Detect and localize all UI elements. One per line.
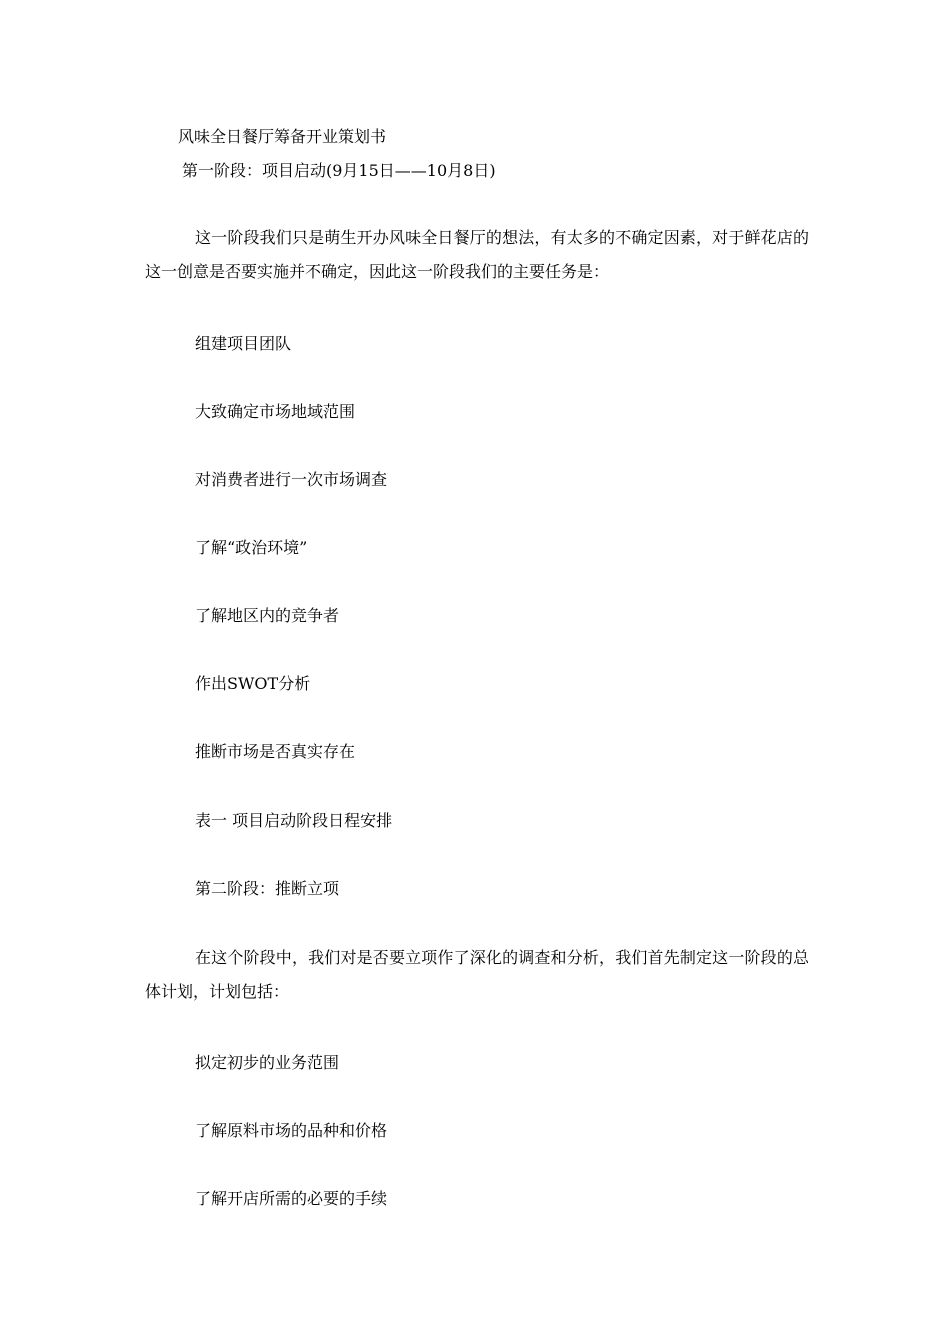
list-item: 对消费者进行一次市场调查 xyxy=(195,470,388,489)
list-item: 了解开店所需的必要的手续 xyxy=(195,1189,388,1208)
phase2-heading: 第二阶段：推断立项 xyxy=(195,879,340,898)
list-item: 作出SWOT分析 xyxy=(195,674,311,693)
table-caption: 表一 项目启动阶段日程安排 xyxy=(195,811,393,830)
document-title: 风味全日餐厅筹备开业策划书 xyxy=(178,127,387,146)
phase1-heading: 第一阶段：项目启动(9月15日——10月8日) xyxy=(182,161,496,180)
list-item: 了解原料市场的品种和价格 xyxy=(195,1121,388,1140)
list-item: 了解地区内的竞争者 xyxy=(195,606,340,625)
phase1-paragraph: 这一阶段我们只是萌生开办风味全日餐厅的想法，有太多的不确定因素，对于鲜花店的这一创意是否要实施并不确定，因此这一阶段我们的主要任务是： xyxy=(145,228,809,281)
list-item: 了解“政治环境” xyxy=(195,538,308,557)
list-item: 大致确定市场地域范围 xyxy=(195,402,356,421)
list-item: 推断市场是否真实存在 xyxy=(195,742,356,761)
list-item: 拟定初步的业务范围 xyxy=(195,1053,340,1072)
phase2-paragraph: 在这个阶段中，我们对是否要立项作了深化的调查和分析，我们首先制定这一阶段的总体计划，计划包括： xyxy=(145,948,809,1001)
list-item: 组建项目团队 xyxy=(195,334,292,353)
